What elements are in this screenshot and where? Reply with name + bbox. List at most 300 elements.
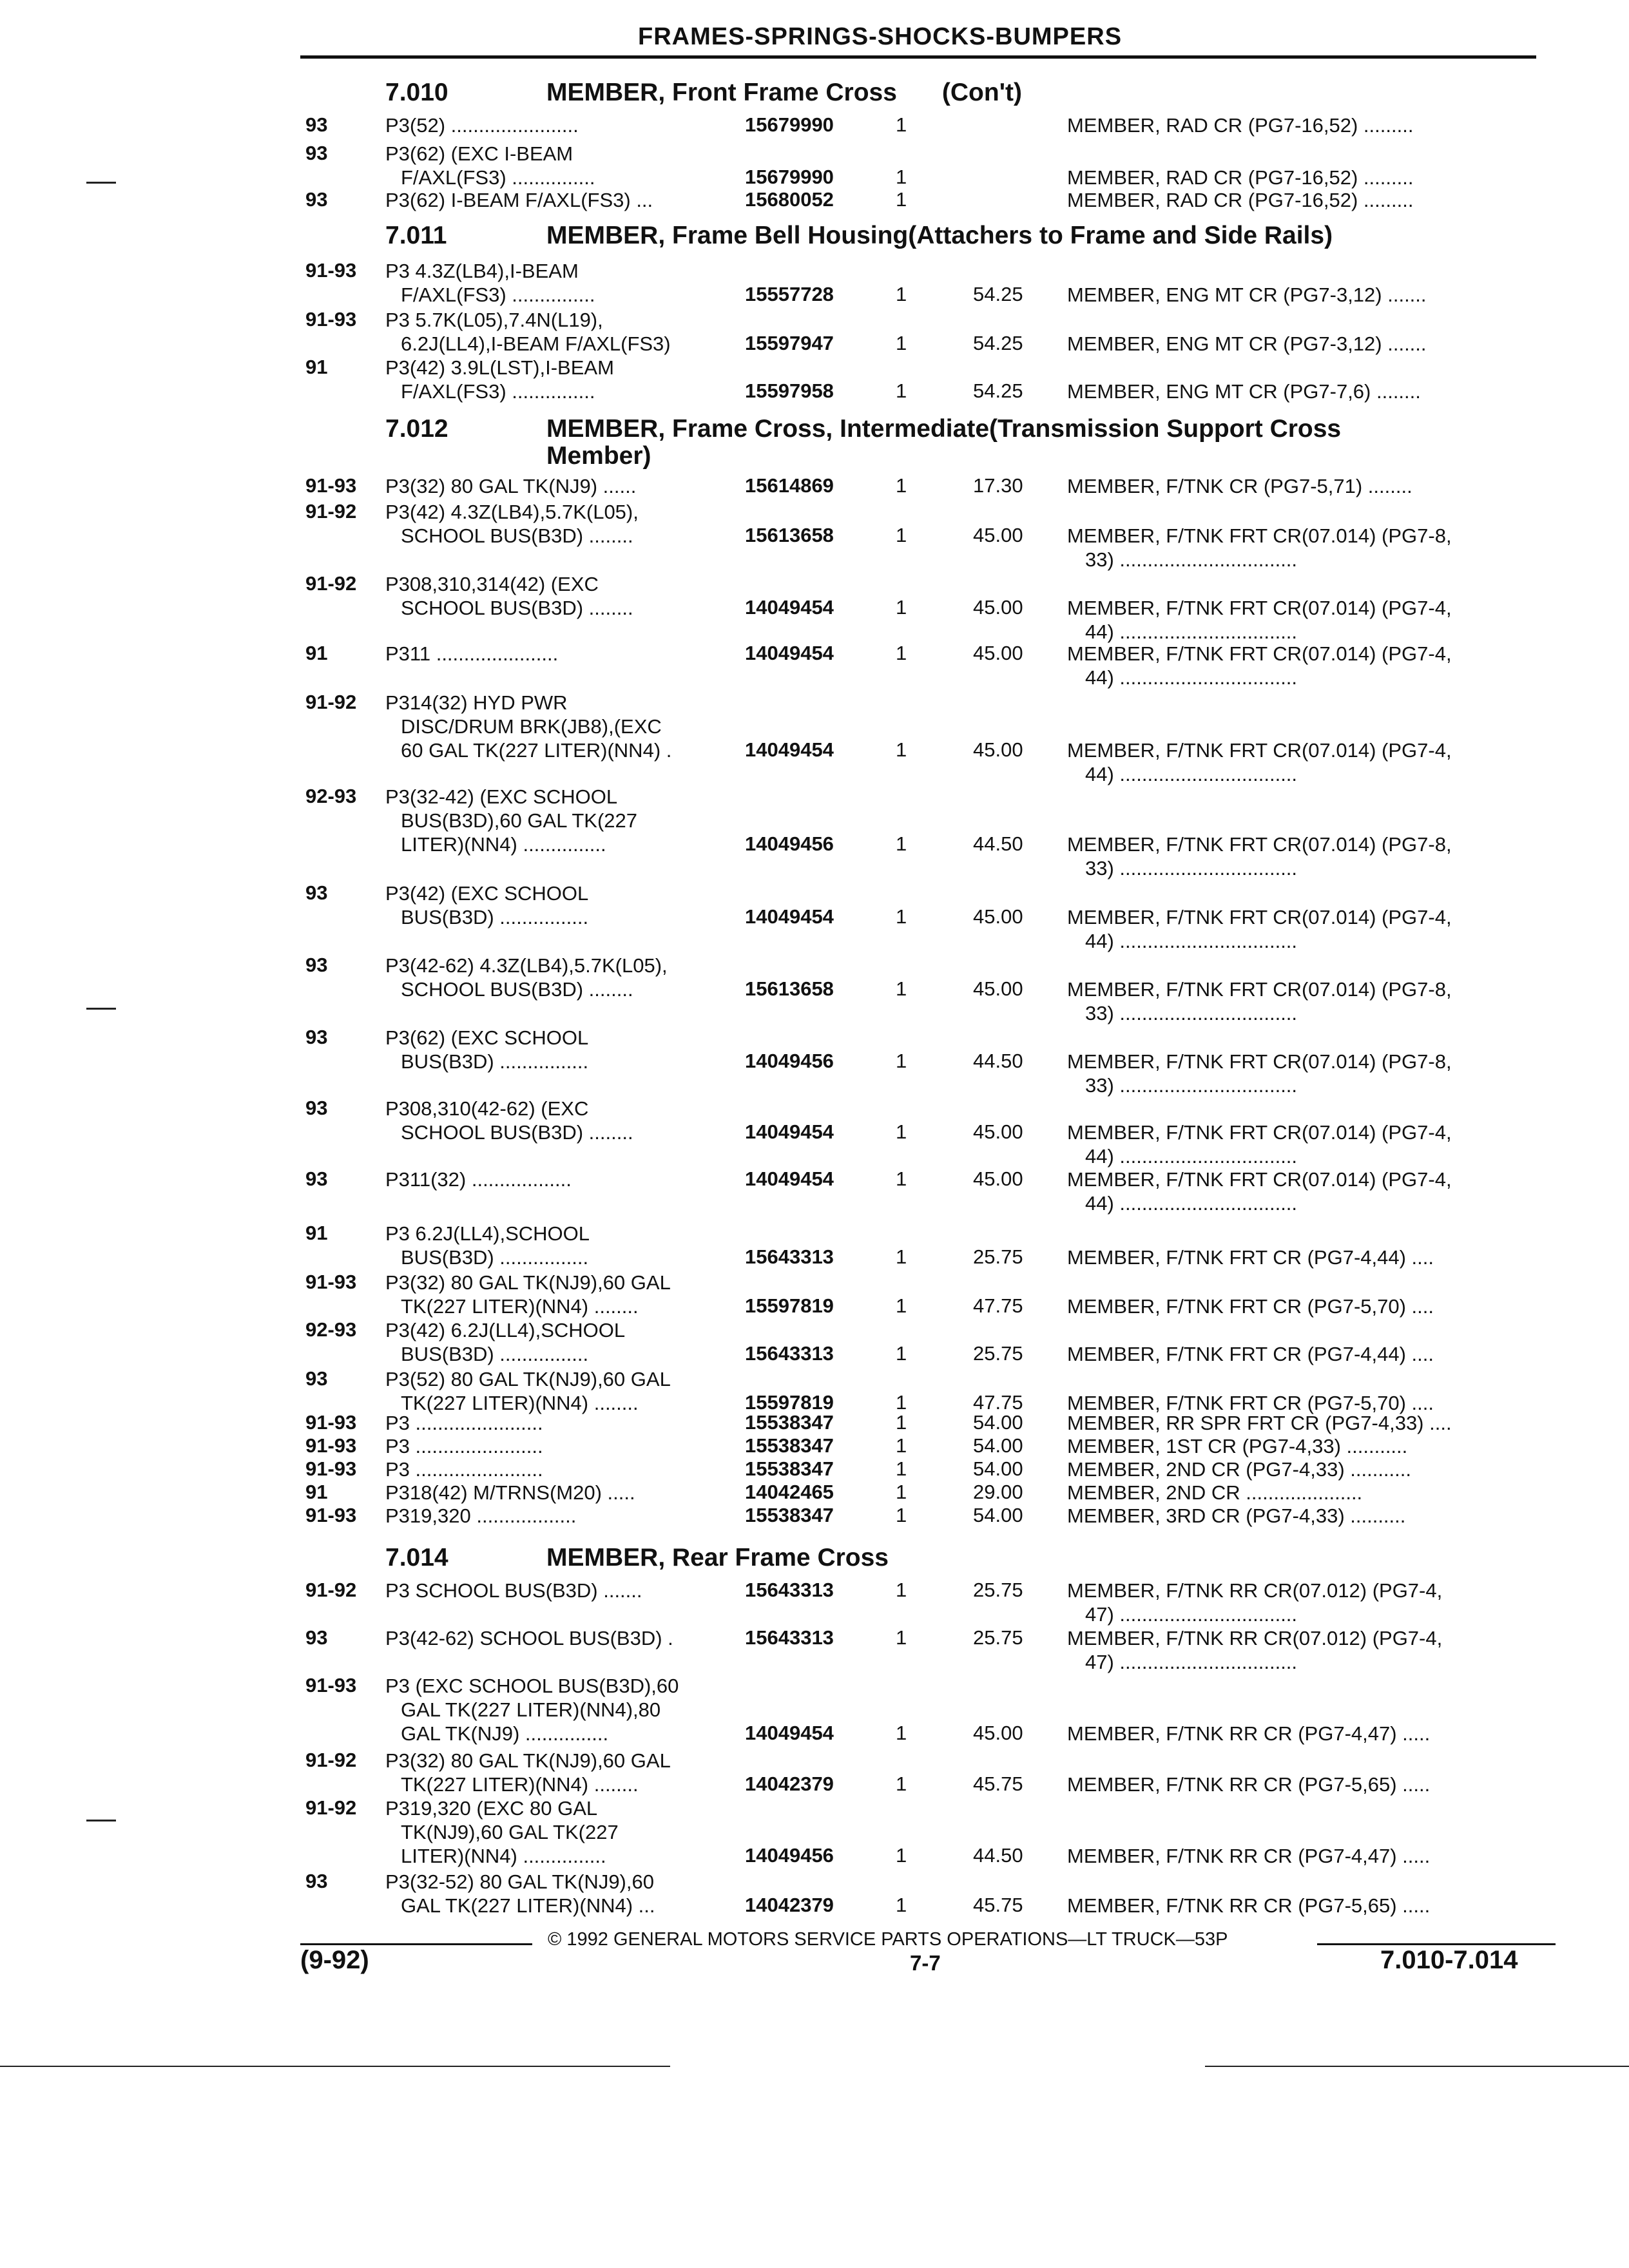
model-description <box>385 785 637 856</box>
year-range: 93 <box>305 954 328 976</box>
part-description <box>1067 642 1537 689</box>
year-range: 91-92 <box>305 1579 357 1601</box>
model-line: P3(32-52) 80 GAL TK(NJ9),60 <box>385 1870 654 1893</box>
quantity: 1 <box>896 166 907 188</box>
description-line: MEMBER, F/TNK FRT CR (PG7-5,70) .... <box>1067 1392 1434 1414</box>
quantity: 1 <box>896 524 907 546</box>
part-number: 14049456 <box>745 832 834 855</box>
model-line: GAL TK(227 LITER)(NN4),80 <box>401 1698 661 1721</box>
year-range: 91-92 <box>305 572 357 595</box>
part-number: 15613658 <box>745 977 834 1000</box>
model-line: P311 ...................... <box>385 642 559 665</box>
year-range: 91-93 <box>305 259 357 282</box>
part-description <box>1067 1626 1537 1674</box>
description-line: MEMBER, F/TNK FRT CR(07.014) (PG7-4, <box>1067 906 1452 928</box>
model-line: P3 4.3Z(LB4),I-BEAM <box>385 260 579 282</box>
year-range: 93 <box>305 1870 328 1892</box>
quantity: 1 <box>896 380 907 402</box>
model-line: P3 ....................... <box>385 1412 543 1434</box>
part-number: 15613658 <box>745 524 834 546</box>
model-line: P3(32-42) (EXC SCHOOL <box>385 785 618 808</box>
model-description <box>385 1626 673 1650</box>
model-description <box>385 1271 671 1318</box>
description-line: 47) ................................ <box>1085 1651 1298 1673</box>
quantity: 1 <box>896 474 907 497</box>
year-range: 91 <box>305 1222 328 1244</box>
part-description <box>1067 832 1537 880</box>
year-range: 93 <box>305 113 328 136</box>
model-description <box>385 1367 671 1415</box>
section-number: 7.012 <box>385 415 448 443</box>
price: 44.50 <box>973 1050 1023 1072</box>
price: 45.00 <box>973 1120 1023 1143</box>
description-line: MEMBER, F/TNK FRT CR(07.014) (PG7-8, <box>1067 978 1452 1001</box>
model-description <box>385 1168 572 1191</box>
year-range: 93 <box>305 1097 328 1119</box>
part-number: 15597958 <box>745 380 834 402</box>
model-line: BUS(B3D) ................ <box>401 1343 589 1365</box>
model-line: P3(42) 3.9L(LST),I-BEAM <box>385 356 614 379</box>
part-number: 14049454 <box>745 642 834 664</box>
part-number: 14042465 <box>745 1481 834 1503</box>
part-number: 15643313 <box>745 1579 834 1601</box>
part-number: 15557728 <box>745 283 834 305</box>
section-heading <box>385 1544 889 1572</box>
year-range: 91 <box>305 1481 328 1503</box>
model-description <box>385 308 671 356</box>
year-range: 91 <box>305 356 328 378</box>
section-number: 7.014 <box>385 1544 448 1571</box>
footer-rule-left <box>300 1943 532 1945</box>
year-range: 93 <box>305 881 328 904</box>
description-line: 33) ................................ <box>1085 1074 1298 1097</box>
section-title: MEMBER, Frame Bell Housing(Attachers to Frame and Side Rails) <box>546 222 1333 249</box>
model-line: P3(62) (EXC I-BEAM <box>385 142 574 165</box>
model-description <box>385 142 595 189</box>
year-range: 91-92 <box>305 1749 357 1771</box>
model-line: F/AXL(FS3) ............... <box>401 380 595 403</box>
year-range: 91-92 <box>305 1796 357 1819</box>
margin-mark <box>86 1820 116 1821</box>
part-number: 14049456 <box>745 1050 834 1072</box>
model-line: SCHOOL BUS(B3D) ........ <box>401 524 633 547</box>
scan-edge-line <box>0 2066 670 2067</box>
quantity: 1 <box>896 1342 907 1365</box>
year-range: 91-93 <box>305 1504 357 1526</box>
footer-copyright: © 1992 GENERAL MOTORS SERVICE PARTS OPERATIONS—LT TRUCK—53P <box>548 1929 1228 1950</box>
part-description <box>1067 905 1537 953</box>
price: 45.00 <box>973 905 1023 928</box>
model-line: TK(NJ9),60 GAL TK(227 <box>401 1821 619 1843</box>
model-line: GAL TK(NJ9) ............... <box>401 1722 609 1745</box>
description-line: MEMBER, F/TNK FRT CR(07.014) (PG7-4, <box>1067 1121 1452 1144</box>
part-number: 14049454 <box>745 1722 834 1744</box>
part-number: 15679990 <box>745 113 834 136</box>
section-number: 7.011 <box>385 222 447 249</box>
description-line: MEMBER, F/TNK FRT CR(07.014) (PG7-4, <box>1067 1168 1452 1191</box>
part-number: 15597819 <box>745 1391 834 1414</box>
quantity: 1 <box>896 332 907 354</box>
year-range: 93 <box>305 1168 328 1190</box>
price: 25.75 <box>973 1342 1023 1365</box>
margin-mark <box>86 1008 116 1010</box>
model-line: GAL TK(227 LITER)(NN4) ... <box>401 1894 655 1917</box>
quantity: 1 <box>896 832 907 855</box>
year-range: 91-93 <box>305 1434 357 1457</box>
price: 54.00 <box>973 1411 1023 1434</box>
description-line: 44) ................................ <box>1085 620 1298 643</box>
model-line: P3 ....................... <box>385 1435 543 1457</box>
description-line: 47) ................................ <box>1085 1603 1298 1626</box>
price: 25.75 <box>973 1579 1023 1601</box>
margin-mark <box>86 182 116 184</box>
quantity: 1 <box>896 1245 907 1268</box>
model-line: LITER)(NN4) ............... <box>401 1845 606 1867</box>
price: 47.75 <box>973 1294 1023 1317</box>
description-line: MEMBER, F/TNK FRT CR (PG7-4,44) .... <box>1067 1343 1434 1365</box>
year-range: 91-93 <box>305 1457 357 1480</box>
model-line: P3 SCHOOL BUS(B3D) ....... <box>385 1579 642 1602</box>
description-line: MEMBER, F/TNK RR CR (PG7-4,47) ..... <box>1067 1845 1431 1867</box>
part-number: 15679990 <box>745 166 834 188</box>
description-line: MEMBER, F/TNK CR (PG7-5,71) ........ <box>1067 475 1412 497</box>
price: 29.00 <box>973 1481 1023 1503</box>
model-description <box>385 1504 576 1528</box>
part-description <box>1067 1504 1537 1528</box>
price: 45.00 <box>973 524 1023 546</box>
part-number: 14049454 <box>745 738 834 761</box>
model-line: 6.2J(LL4),I-BEAM F/AXL(FS3) <box>401 332 671 355</box>
description-line: 33) ................................ <box>1085 857 1298 879</box>
model-description <box>385 1796 619 1868</box>
price: 54.25 <box>973 380 1023 402</box>
price: 44.50 <box>973 832 1023 855</box>
model-line: DISC/DRUM BRK(JB8),(EXC <box>401 715 662 738</box>
description-line: MEMBER, ENG MT CR (PG7-3,12) ....... <box>1067 332 1427 355</box>
section-heading <box>385 415 1342 470</box>
price: 47.75 <box>973 1391 1023 1414</box>
part-description <box>1067 1579 1537 1626</box>
model-line: BUS(B3D) ................ <box>401 1246 589 1269</box>
part-description <box>1067 1894 1537 1917</box>
model-line: P308,310,314(42) (EXC <box>385 573 599 595</box>
year-range: 91-93 <box>305 474 357 497</box>
model-line: P314(32) HYD PWR <box>385 691 568 714</box>
description-line: MEMBER, F/TNK RR CR(07.012) (PG7-4, <box>1067 1579 1443 1602</box>
description-line: MEMBER, 1ST CR (PG7-4,33) ........... <box>1067 1435 1408 1457</box>
model-line: P3(32) 80 GAL TK(NJ9) ...... <box>385 475 637 497</box>
part-description <box>1067 380 1537 403</box>
model-line: P3(42-62) 4.3Z(LB4),5.7K(L05), <box>385 954 668 977</box>
quantity: 1 <box>896 1294 907 1317</box>
part-description <box>1067 1844 1537 1868</box>
model-description <box>385 954 668 1001</box>
part-number: 15680052 <box>745 188 834 211</box>
price: 17.30 <box>973 474 1023 497</box>
quantity: 1 <box>896 1457 907 1480</box>
part-number: 15597819 <box>745 1294 834 1317</box>
part-number: 15597947 <box>745 332 834 354</box>
model-description <box>385 691 671 762</box>
model-line: P3(32) 80 GAL TK(NJ9),60 GAL <box>385 1271 671 1294</box>
quantity: 1 <box>896 1434 907 1457</box>
price: 44.50 <box>973 1844 1023 1867</box>
model-line: P3(42-62) SCHOOL BUS(B3D) . <box>385 1627 673 1649</box>
model-description <box>385 1222 590 1269</box>
model-line: F/AXL(FS3) ............... <box>401 166 595 189</box>
year-range: 93 <box>305 1026 328 1048</box>
part-description <box>1067 977 1537 1025</box>
year-range: 93 <box>305 142 328 164</box>
description-line: 33) ................................ <box>1085 548 1298 571</box>
part-description <box>1067 1342 1537 1366</box>
model-line: BUS(B3D) ................ <box>401 1050 589 1073</box>
part-description <box>1067 1120 1537 1168</box>
price: 25.75 <box>973 1626 1023 1649</box>
description-line: MEMBER, 2ND CR (PG7-4,33) ........... <box>1067 1458 1411 1481</box>
quantity: 1 <box>896 1844 907 1867</box>
price: 54.25 <box>973 283 1023 305</box>
description-line: MEMBER, F/TNK FRT CR(07.014) (PG7-8, <box>1067 524 1452 547</box>
description-line: MEMBER, ENG MT CR (PG7-3,12) ....... <box>1067 284 1427 306</box>
section-number: 7.010 <box>385 79 448 106</box>
model-line: P3 (EXC SCHOOL BUS(B3D),60 <box>385 1675 679 1697</box>
model-description <box>385 1579 642 1602</box>
price: 45.00 <box>973 642 1023 664</box>
section-title-continued: Member) <box>546 442 651 470</box>
model-line: P3(32) 80 GAL TK(NJ9),60 GAL <box>385 1749 671 1772</box>
year-range: 91-93 <box>305 1271 357 1293</box>
part-number: 15643313 <box>745 1342 834 1365</box>
model-line: SCHOOL BUS(B3D) ........ <box>401 1121 633 1144</box>
part-number: 14049454 <box>745 1168 834 1190</box>
model-line: 60 GAL TK(227 LITER)(NN4) . <box>401 739 672 762</box>
quantity: 1 <box>896 1391 907 1414</box>
year-range: 92-93 <box>305 785 357 807</box>
price: 45.00 <box>973 738 1023 761</box>
price: 25.75 <box>973 1245 1023 1268</box>
quantity: 1 <box>896 1481 907 1503</box>
description-line: MEMBER, F/TNK FRT CR(07.014) (PG7-8, <box>1067 833 1452 856</box>
quantity: 1 <box>896 1894 907 1916</box>
year-range: 92-93 <box>305 1318 357 1341</box>
part-description <box>1067 524 1537 572</box>
model-line: SCHOOL BUS(B3D) ........ <box>401 597 633 619</box>
quantity: 1 <box>896 642 907 664</box>
quantity: 1 <box>896 1120 907 1143</box>
description-line: MEMBER, F/TNK FRT CR (PG7-4,44) .... <box>1067 1246 1434 1269</box>
year-range: 93 <box>305 1367 328 1390</box>
description-line: 44) ................................ <box>1085 763 1298 785</box>
quantity: 1 <box>896 905 907 928</box>
part-number: 15614869 <box>745 474 834 497</box>
model-line: P3(52) 80 GAL TK(NJ9),60 GAL <box>385 1368 671 1390</box>
price: 45.00 <box>973 1168 1023 1190</box>
part-description <box>1067 738 1537 786</box>
page-header-title: FRAMES-SPRINGS-SHOCKS-BUMPERS <box>638 23 1123 50</box>
part-number: 14049456 <box>745 1844 834 1867</box>
part-number: 14049454 <box>745 1120 834 1143</box>
model-description <box>385 1749 671 1796</box>
part-description <box>1067 1245 1537 1269</box>
section-title: MEMBER, Frame Cross, Intermediate(Transmission Support Cross <box>546 415 1342 443</box>
quantity: 1 <box>896 596 907 619</box>
year-range: 91-93 <box>305 1674 357 1696</box>
part-number: 15538347 <box>745 1434 834 1457</box>
model-description <box>385 259 595 307</box>
description-line: MEMBER, RAD CR (PG7-16,52) ......... <box>1067 189 1414 211</box>
model-line: P318(42) M/TRNS(M20) ..... <box>385 1481 635 1504</box>
quantity: 1 <box>896 977 907 1000</box>
description-line: 44) ................................ <box>1085 1145 1298 1168</box>
footer-rule-right <box>1317 1943 1556 1945</box>
price: 54.25 <box>973 332 1023 354</box>
part-description <box>1067 283 1537 307</box>
model-description <box>385 1026 588 1073</box>
part-description <box>1067 188 1537 212</box>
description-line: 44) ................................ <box>1085 666 1298 689</box>
description-line: MEMBER, 2ND CR ..................... <box>1067 1481 1363 1504</box>
model-line: SCHOOL BUS(B3D) ........ <box>401 978 633 1001</box>
part-number: 14042379 <box>745 1773 834 1795</box>
model-description <box>385 188 653 212</box>
model-description <box>385 474 636 498</box>
year-range: 93 <box>305 188 328 211</box>
quantity: 1 <box>896 738 907 761</box>
description-line: MEMBER, F/TNK FRT CR(07.014) (PG7-4, <box>1067 597 1452 619</box>
description-line: MEMBER, F/TNK RR CR (PG7-5,65) ..... <box>1067 1894 1431 1917</box>
model-description <box>385 1097 633 1144</box>
year-range: 93 <box>305 1626 328 1649</box>
part-number: 14042379 <box>745 1894 834 1916</box>
quantity: 1 <box>896 1722 907 1744</box>
model-description <box>385 572 633 620</box>
price: 45.00 <box>973 1722 1023 1744</box>
model-line: P3(42) 6.2J(LL4),SCHOOL <box>385 1319 626 1341</box>
model-line: P311(32) .................. <box>385 1168 572 1191</box>
description-line: MEMBER, F/TNK RR CR (PG7-5,65) ..... <box>1067 1773 1431 1796</box>
part-description <box>1067 1168 1537 1215</box>
model-description <box>385 1457 543 1481</box>
model-description <box>385 1318 625 1366</box>
part-number: 15538347 <box>745 1411 834 1434</box>
quantity: 1 <box>896 1579 907 1601</box>
model-line: P3 6.2J(LL4),SCHOOL <box>385 1222 590 1245</box>
model-line: BUS(B3D) ................ <box>401 906 589 928</box>
quantity: 1 <box>896 1773 907 1795</box>
year-range: 91-92 <box>305 500 357 523</box>
model-line: P3(52) ....................... <box>385 114 579 137</box>
description-line: MEMBER, F/TNK RR CR(07.012) (PG7-4, <box>1067 1627 1443 1649</box>
model-description <box>385 642 558 666</box>
part-number: 15643313 <box>745 1626 834 1649</box>
model-description <box>385 113 579 137</box>
part-number: 15643313 <box>745 1245 834 1268</box>
description-line: MEMBER, F/TNK FRT CR (PG7-5,70) .... <box>1067 1295 1434 1318</box>
part-description <box>1067 332 1537 356</box>
part-description <box>1067 1434 1537 1458</box>
description-line: MEMBER, ENG MT CR (PG7-7,6) ........ <box>1067 380 1421 403</box>
part-description <box>1067 474 1537 498</box>
part-number: 14049454 <box>745 905 834 928</box>
part-description <box>1067 1481 1537 1504</box>
header-rule <box>300 55 1536 59</box>
year-range: 91 <box>305 642 328 664</box>
section-heading <box>385 222 1333 250</box>
price: 45.75 <box>973 1773 1023 1795</box>
footer-section-range: 7.010-7.014 <box>1380 1946 1518 1974</box>
model-line: LITER)(NN4) ............... <box>401 833 606 856</box>
model-description <box>385 1411 543 1435</box>
description-line: 44) ................................ <box>1085 930 1298 952</box>
part-number: 15538347 <box>745 1504 834 1526</box>
part-number: 14049454 <box>745 596 834 619</box>
year-range: 91-93 <box>305 1411 357 1434</box>
description-line: MEMBER, RAD CR (PG7-16,52) ......... <box>1067 114 1414 137</box>
model-line: BUS(B3D),60 GAL TK(227 <box>401 809 637 832</box>
description-line: MEMBER, RAD CR (PG7-16,52) ......... <box>1067 166 1414 189</box>
quantity: 1 <box>896 1504 907 1526</box>
price: 45.00 <box>973 596 1023 619</box>
model-line: P319,320 .................. <box>385 1504 577 1527</box>
description-line: 33) ................................ <box>1085 1002 1298 1024</box>
quantity: 1 <box>896 1168 907 1190</box>
part-description <box>1067 113 1537 137</box>
model-description <box>385 1481 635 1504</box>
description-line: 44) ................................ <box>1085 1192 1298 1215</box>
price: 45.75 <box>973 1894 1023 1916</box>
part-description <box>1067 1773 1537 1796</box>
description-line: MEMBER, F/TNK FRT CR(07.014) (PG7-8, <box>1067 1050 1452 1073</box>
part-description <box>1067 1294 1537 1318</box>
price: 54.00 <box>973 1434 1023 1457</box>
scan-edge-line <box>1205 2066 1629 2067</box>
part-description <box>1067 1457 1537 1481</box>
price: 54.00 <box>973 1457 1023 1480</box>
footer-date: (9-92) <box>300 1946 369 1974</box>
model-line: P3(62) (EXC SCHOOL <box>385 1026 589 1049</box>
part-description <box>1067 596 1537 644</box>
model-line: P3(42) 4.3Z(LB4),5.7K(L05), <box>385 501 639 523</box>
quantity: 1 <box>896 1050 907 1072</box>
model-description <box>385 500 639 548</box>
model-line: TK(227 LITER)(NN4) ........ <box>401 1773 639 1796</box>
quantity: 1 <box>896 1411 907 1434</box>
part-number: 15538347 <box>745 1457 834 1480</box>
part-description <box>1067 166 1537 189</box>
year-range: 91-92 <box>305 691 357 713</box>
year-range: 91-93 <box>305 308 357 331</box>
quantity: 1 <box>896 113 907 136</box>
description-line: MEMBER, F/TNK FRT CR(07.014) (PG7-4, <box>1067 642 1452 665</box>
model-description <box>385 1434 543 1458</box>
model-description <box>385 356 614 403</box>
model-line: P319,320 (EXC 80 GAL <box>385 1797 598 1820</box>
description-line: MEMBER, 3RD CR (PG7-4,33) .......... <box>1067 1504 1406 1527</box>
model-line: TK(227 LITER)(NN4) ........ <box>401 1392 639 1414</box>
part-description <box>1067 1411 1537 1435</box>
model-description <box>385 1870 655 1917</box>
model-line: P3 5.7K(L05),7.4N(L19), <box>385 309 603 331</box>
model-description <box>385 881 588 929</box>
model-line: P3 ....................... <box>385 1458 543 1481</box>
model-line: TK(227 LITER)(NN4) ........ <box>401 1295 639 1318</box>
model-line: P308,310(42-62) (EXC <box>385 1097 589 1120</box>
section-heading <box>385 79 1022 107</box>
price: 54.00 <box>973 1504 1023 1526</box>
quantity: 1 <box>896 1626 907 1649</box>
section-title: MEMBER, Rear Frame Cross <box>546 1544 889 1571</box>
